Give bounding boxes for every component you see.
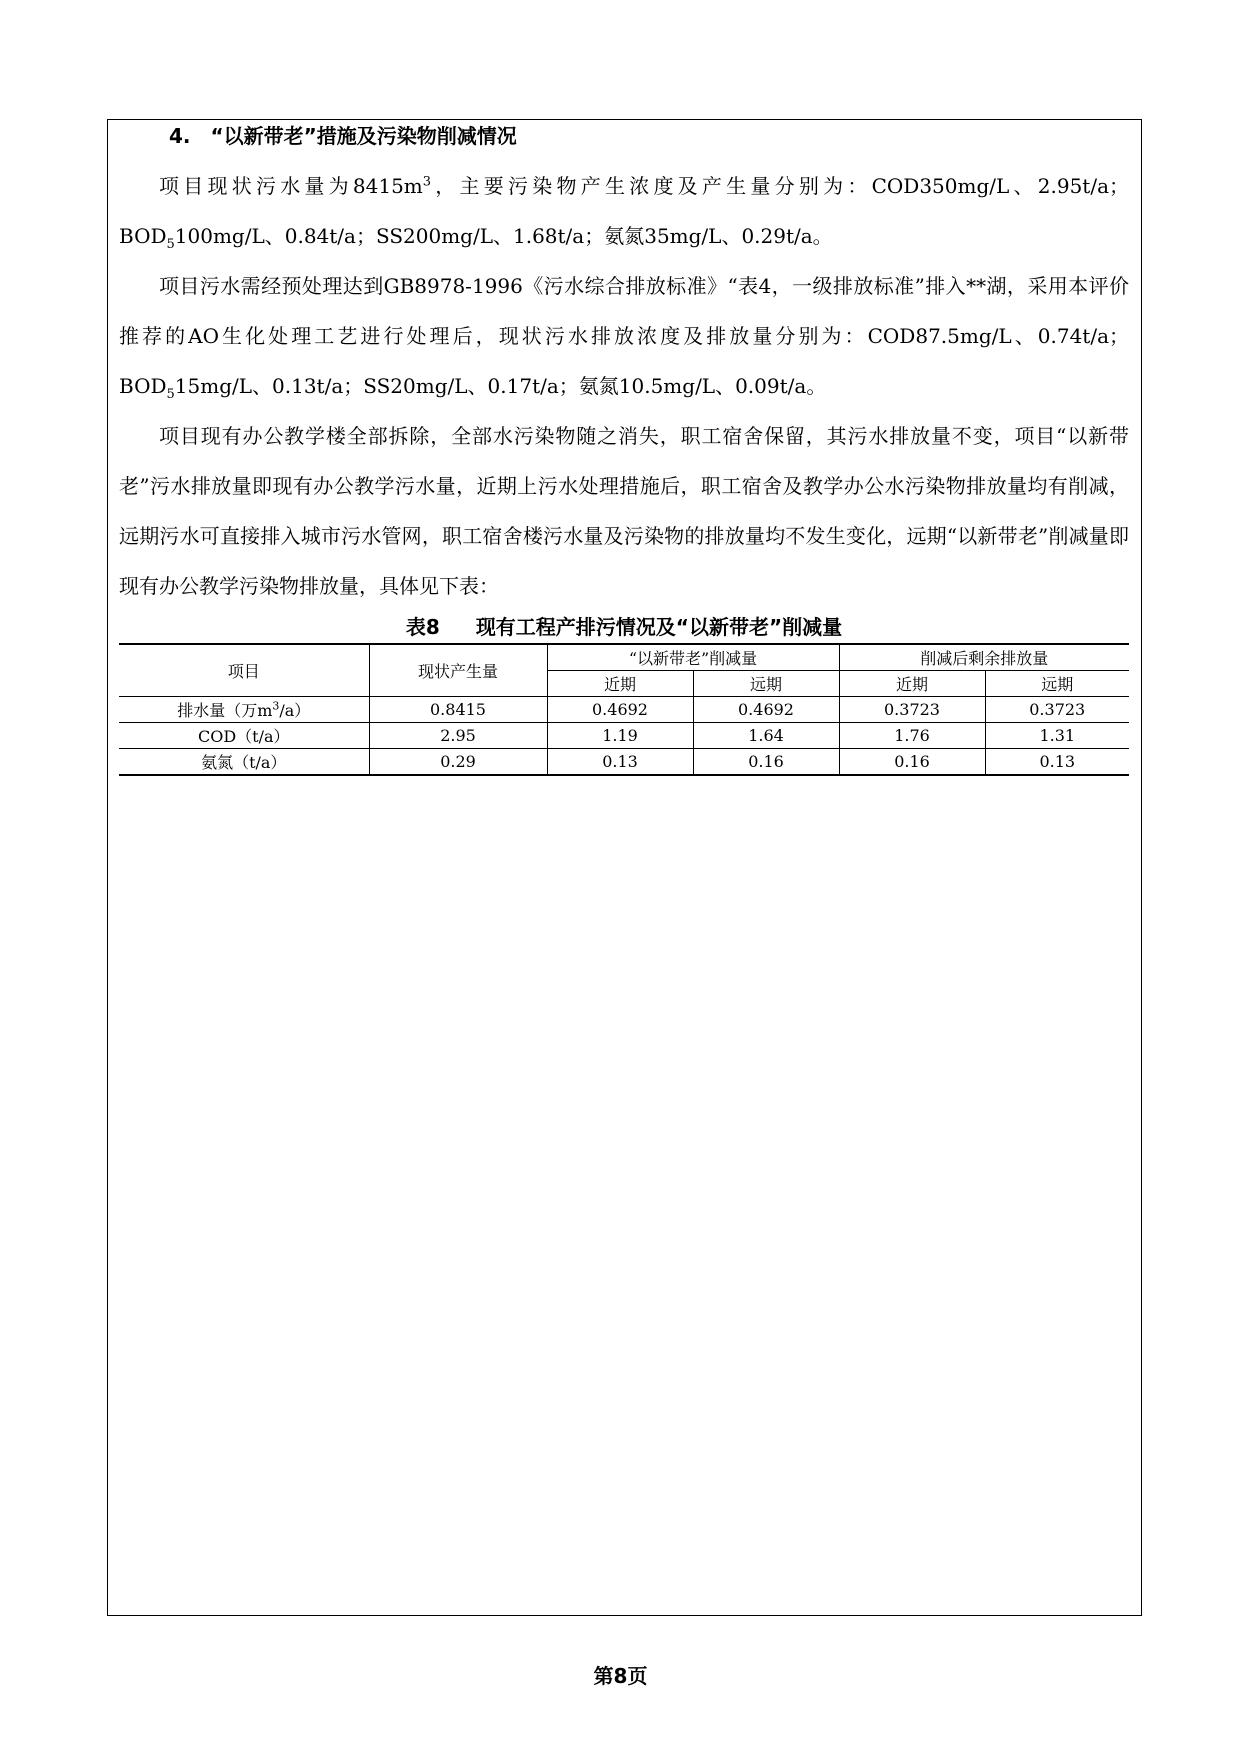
table-row	[119, 749, 1129, 776]
paragraph-text: 项目污水需经预处理达到GB8978-1996《污水综合排放标准》“表4，一级排放标准”排入**湖，采用本评价推荐的AO生化处理工艺进行处理后，现状污水排放浓度及排放量分别为：COD87.5mg/L、0.74t/a；BOD	[119, 274, 1129, 398]
page-number: 第8页	[593, 1664, 648, 1688]
paragraph-text: ，主要污染物产生浓度及产生量分别为：COD350mg/L、2.95t/a；BOD	[119, 174, 1129, 248]
paragraph-text: 项目现状污水量为8415m	[159, 174, 423, 198]
header-current: 现状产生量	[369, 644, 547, 697]
cell-remaining-near: 1.76	[839, 723, 985, 749]
cell-remaining-near: 0.16	[839, 749, 985, 776]
cell-reduction-near: 1.19	[547, 723, 693, 749]
cell-remaining-far: 1.31	[985, 723, 1129, 749]
header-remaining: 削减后剩余排放量	[839, 644, 1129, 671]
table-caption	[119, 613, 1129, 641]
header-remaining-far: 远期	[985, 671, 1129, 697]
superscript: 3	[272, 699, 280, 713]
row-label: 氨氮（t/a）	[119, 749, 369, 776]
table-row	[119, 697, 1129, 723]
cell-current: 0.29	[369, 749, 547, 776]
table-number: 表8	[405, 615, 440, 639]
header-item: 项目	[119, 644, 369, 697]
paragraph-text: 100mg/L、0.84t/a；SS200mg/L、1.68t/a；氨氮35mg/L、0.29t/a。	[174, 224, 833, 248]
page-content	[119, 121, 1129, 776]
header-remaining-near: 近期	[839, 671, 985, 697]
cell-reduction-near: 0.13	[547, 749, 693, 776]
paragraph-text: 15mg/L、0.13t/a；SS20mg/L、0.17t/a；氨氮10.5mg/L、0.09t/a。	[174, 374, 827, 398]
header-reduction-near: 近期	[547, 671, 693, 697]
cell-current: 0.8415	[369, 697, 547, 723]
cell-reduction-near: 0.4692	[547, 697, 693, 723]
table-title: 现有工程产排污情况及“以新带老”削减量	[475, 615, 843, 639]
table-row	[119, 723, 1129, 749]
row-label	[119, 697, 369, 723]
cell-current: 2.95	[369, 723, 547, 749]
cell-reduction-far: 0.16	[693, 749, 839, 776]
paragraph-pretreatment	[119, 261, 1129, 411]
cell-remaining-far: 0.3723	[985, 697, 1129, 723]
paragraph-demolition: 项目现有办公教学楼全部拆除，全部水污染物随之消失，职工宿舍保留，其污水排放量不变，项目“以新带老”污水排放量即现有办公教学污水量，近期上污水处理措施后，职工宿舍及教学办公水污染物排放量均有削减，远期污水可直接排入城市污水管网，职工宿舍楼污水量及污染物的排放量均不发生变化，远期“以新带老”削减量即现有办公教学污染物排放量，具体见下表：	[119, 424, 1129, 598]
row-label-text: /a）	[279, 701, 311, 720]
subscript: 5	[166, 237, 175, 252]
emission-table	[119, 643, 1129, 776]
cell-reduction-far: 1.64	[693, 723, 839, 749]
superscript: 3	[422, 174, 432, 190]
header-reduction-far: 远期	[693, 671, 839, 697]
row-label-text: 排水量（万m	[177, 701, 273, 720]
table-header-row	[119, 644, 1129, 671]
row-label: COD（t/a）	[119, 723, 369, 749]
cell-remaining-near: 0.3723	[839, 697, 985, 723]
subscript: 5	[166, 387, 175, 402]
cell-reduction-far: 0.4692	[693, 697, 839, 723]
paragraph-current-wastewater	[119, 161, 1129, 261]
section-heading: 4. “以新带老”措施及污染物削减情况	[169, 124, 517, 148]
cell-remaining-far: 0.13	[985, 749, 1129, 776]
header-reduction: “以新带老”削减量	[547, 644, 839, 671]
